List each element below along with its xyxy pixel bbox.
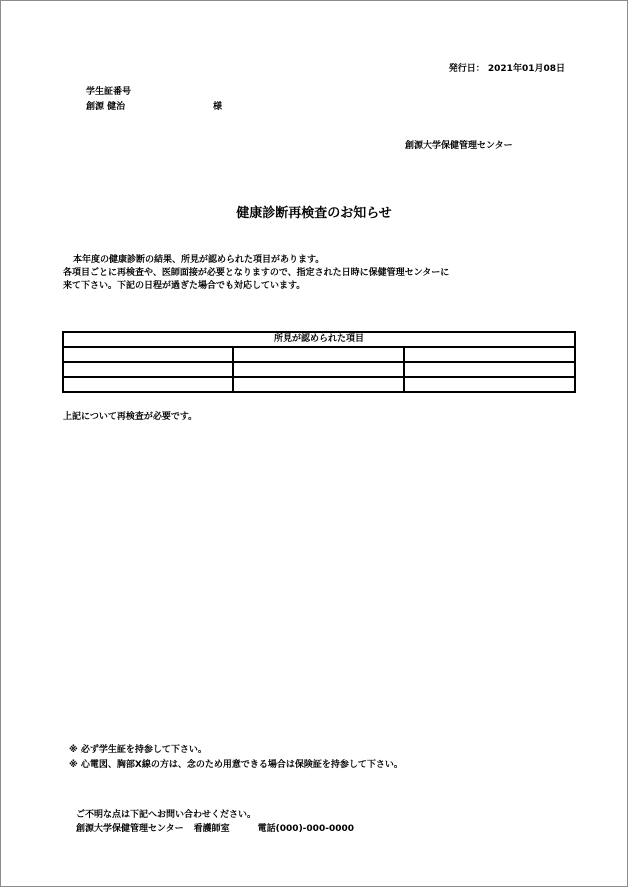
findings-table (62, 331, 576, 393)
contact-lead: ご不明な点は下記へお問い合わせください。 (76, 810, 257, 820)
note-insurance-card: ※ 心電図、胸部X線の方は、念のため用意できる場合は保険証を持参して下さい。 (69, 760, 403, 770)
table-cell (63, 362, 233, 377)
table-cell (404, 362, 575, 377)
contact-org: 創源大学保健管理センター (76, 824, 184, 834)
table-row (63, 362, 575, 377)
recheck-required-note: 上記について再検査が必要です。 (63, 412, 198, 422)
table-cell (404, 377, 575, 392)
contact-line (76, 825, 354, 834)
table-row (63, 347, 575, 362)
intro-line-1: 本年度の健康診断の結果、所見が認められた項目があります。 (73, 255, 325, 265)
findings-table-header: 所見が認められた項目 (63, 332, 575, 347)
student-id-label: 学生証番号 (86, 87, 132, 97)
findings-table-header-row (63, 332, 575, 347)
table-cell (404, 347, 575, 362)
intro-line-2: 各項目ごとに再検査や、医師面接が必要となりますので、指定された日時に保健管理センターに (63, 268, 450, 278)
table-cell (233, 362, 403, 377)
table-cell (63, 347, 233, 362)
student-name: 創源 健治 (86, 102, 126, 112)
intro-paragraph (63, 254, 543, 293)
table-cell (233, 347, 403, 362)
center-name: 創源大学保健管理センター (405, 141, 513, 151)
table-cell (63, 377, 233, 392)
issue-date: 発行日： 2021年01月08日 (448, 64, 565, 74)
contact-room: 看護師室 (193, 824, 230, 834)
honorific: 様 (213, 102, 223, 112)
intro-line-3: 来て下さい。下記の日程が過ぎた場合でも対応しています。 (63, 281, 306, 291)
note-student-card: ※ 必ず学生証を持参して下さい。 (69, 745, 207, 755)
document-title: 健康診断再検査のお知らせ (236, 206, 392, 221)
contact-phone: 電話(000)-000-0000 (257, 824, 354, 834)
table-row (63, 377, 575, 392)
table-cell (233, 377, 403, 392)
